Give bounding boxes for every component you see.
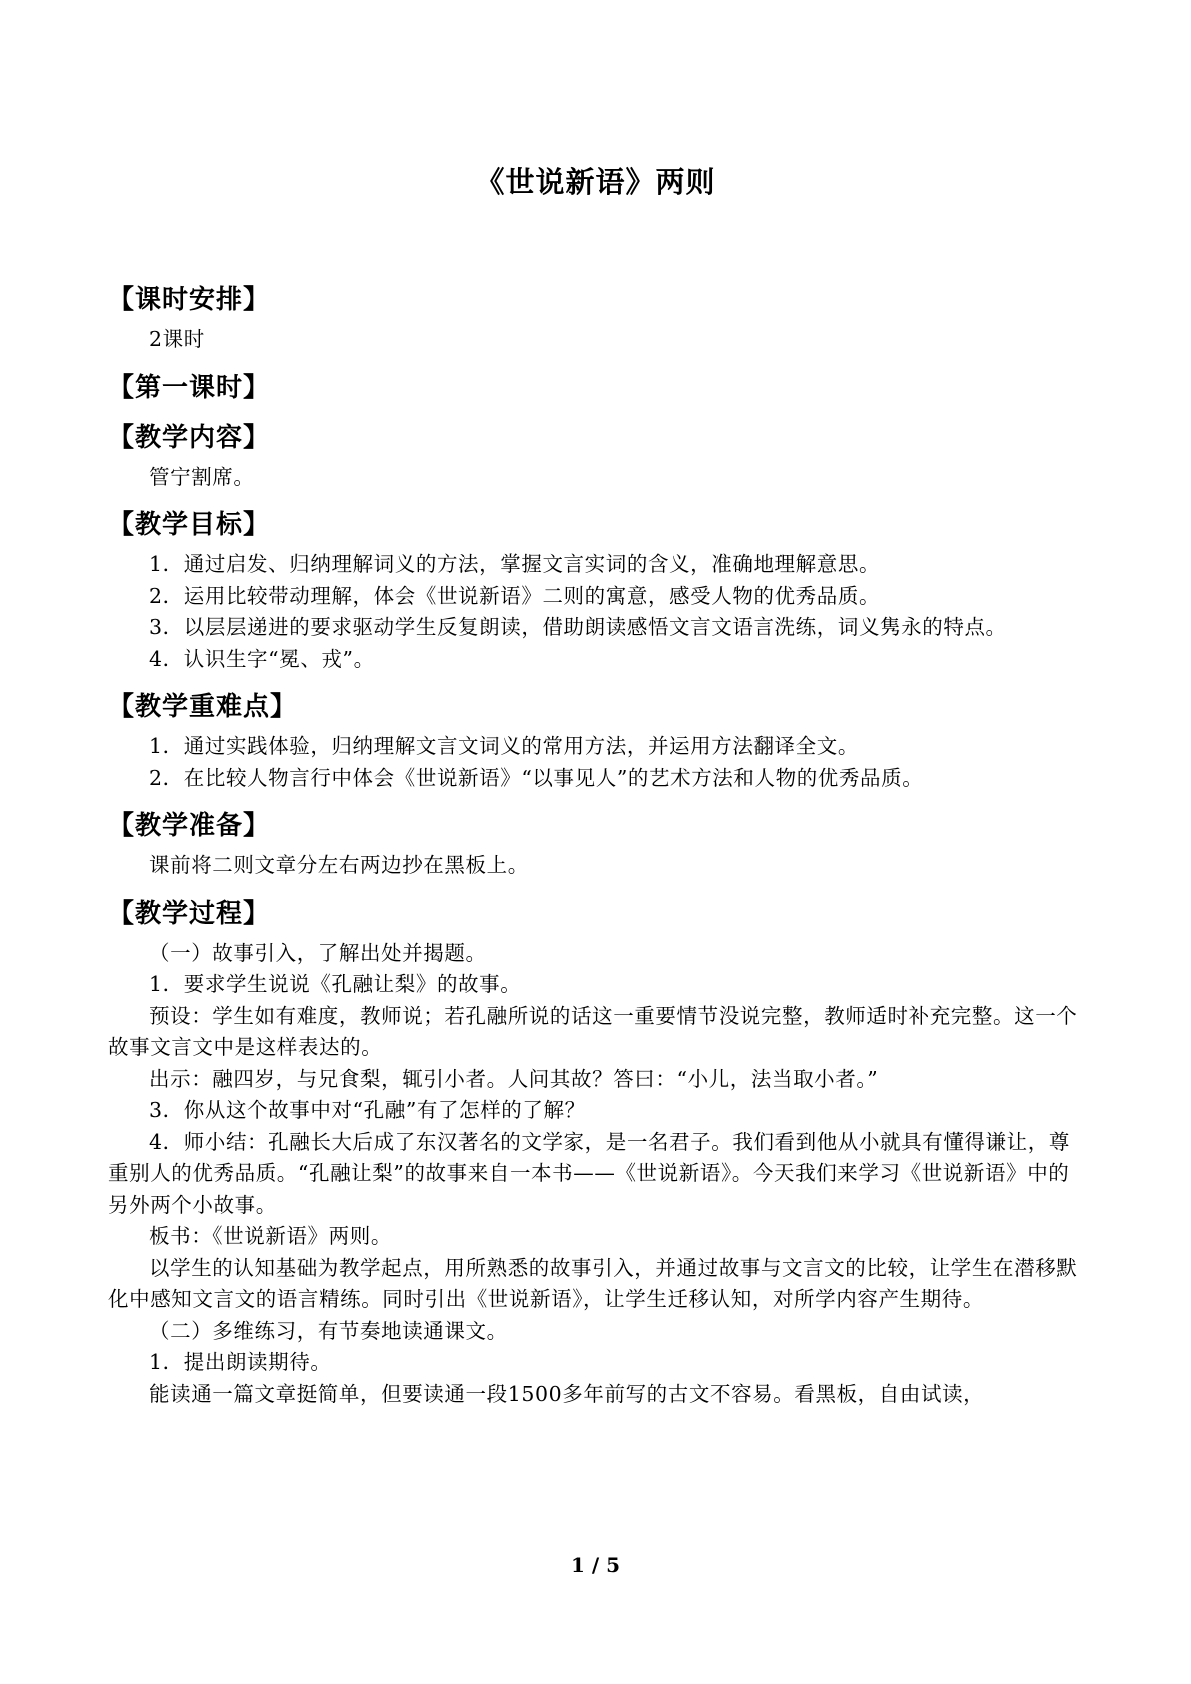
paragraph: 3．以层层递进的要求驱动学生反复朗读，借助朗读感悟文言文语言洗练，词义隽永的特点。: [149, 615, 1007, 639]
section-heading: 【课时安排】: [108, 285, 271, 315]
paragraph: 2课时: [149, 327, 205, 351]
paragraph: 板书：《世说新语》两则。: [149, 1224, 392, 1248]
section-heading: 【教学过程】: [108, 898, 271, 929]
section-heading: 【教学目标】: [108, 510, 271, 540]
document-page: [108, 0, 1083, 1684]
section-heading: 【教学重难点】: [108, 692, 298, 722]
paragraph: （一）故事引入，了解出处并揭题。: [149, 940, 487, 965]
paragraph: 2．在比较人物言行中体会《世说新语》“以事见人”的艺术方法和人物的优秀品质。: [149, 765, 924, 790]
paragraph: （二）多维练习，有节奏地读通课文。: [149, 1318, 508, 1343]
paragraph: 预设：学生如有难度，教师说；若孔融所说的话这一重要情节没说完整，教师适时补充完整。这一个故事文言文中是这样表达的。: [108, 1003, 1078, 1059]
paragraph: 1．通过实践体验，归纳理解文言文词义的常用方法，并运用方法翻译全文。: [149, 734, 859, 758]
section-heading: 【教学内容】: [108, 422, 271, 453]
paragraph: 4．师小结：孔融长大后成了东汉著名的文学家，是一名君子。我们看到他从小就具有懂得谦让，尊重别人的优秀品质。“孔融让梨”的故事来自一本书——《世说新语》。今天我们来学习《世说新语》中的另外两个小故事。: [108, 1129, 1070, 1217]
paragraph: 出示：融四岁，与兄食梨，辄引小者。人问其故？答曰：“小儿，法当取小者。”: [149, 1066, 879, 1091]
section-heading: 【第一课时】: [108, 372, 271, 403]
paragraph: 以学生的认知基础为教学起点，用所熟悉的故事引入，并通过故事与文言文的比较，让学生在潜移默化中感知文言文的语言精练。同时引出《世说新语》，让学生迁移认知，对所学内容产生期待。: [108, 1255, 1078, 1311]
paragraph: 3．你从这个故事中对“孔融”有了怎样的了解？: [149, 1098, 586, 1122]
paragraph: 课前将二则文章分左右两边抄在黑板上。: [149, 853, 529, 877]
paragraph: 2．运用比较带动理解，体会《世说新语》二则的寓意，感受人物的优秀品质。: [149, 583, 881, 608]
paragraph: 1．要求学生说说《孔融让梨》的故事。: [149, 972, 522, 996]
document-body: [108, 282, 1083, 1410]
paragraph: 4．认识生字“冕、戎”。: [149, 646, 375, 671]
page-number: 1 / 5: [570, 1553, 621, 1577]
paragraph: 管宁割席。: [149, 464, 255, 489]
section-heading: 【教学准备】: [108, 811, 271, 841]
paragraph: 1．提出朗读期待。: [149, 1350, 332, 1374]
paragraph: 能读通一篇文章挺简单，但要读通一段1500多年前写的古文不容易。看黑板，自由试读，: [149, 1381, 985, 1406]
document-title: 《世说新语》两则: [475, 165, 716, 199]
paragraph: 1．通过启发、归纳理解词义的方法，掌握文言实词的含义，准确地理解意思。: [149, 552, 881, 576]
